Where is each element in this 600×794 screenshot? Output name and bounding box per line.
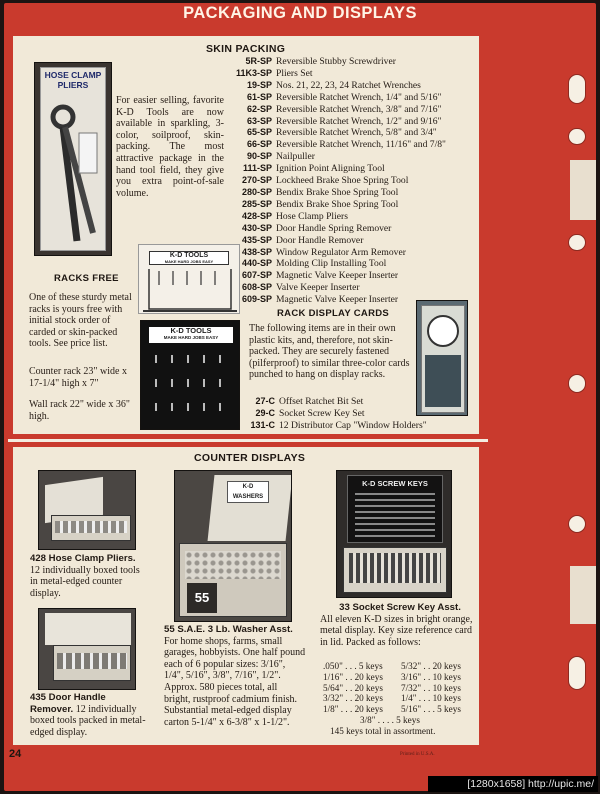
item-description: Reversible Ratchet Wrench, 3/8" and 7/16" [276, 103, 442, 115]
item-description: Window Regulator Arm Remover [276, 246, 406, 258]
item-description: Bendix Brake Shoe Spring Tool [276, 186, 399, 198]
counter-displays-title: COUNTER DISPLAYS [194, 452, 306, 464]
key-row [323, 672, 478, 683]
washer-assortment-caption [164, 624, 306, 728]
item-code: 11K3-SP [235, 67, 272, 78]
item-code: 5R-SP [245, 56, 272, 66]
binder-hole [568, 74, 586, 104]
item-code: 607-SP [241, 270, 272, 281]
screw-key-title: 33 Socket Screw Key Asst. [339, 602, 461, 613]
item-code: 65-SP [246, 127, 272, 138]
item-code: 280-SP [241, 186, 272, 197]
list-item [228, 139, 478, 151]
screw-key-body: All eleven K-D sizes in bright orange, metal display. Key size reference card in lid. Packed as follows: [320, 613, 473, 648]
item-code: 435-SP [241, 234, 272, 245]
item-description: Hose Clamp Pliers [276, 210, 348, 222]
racks-free-title: RACKS FREE [54, 273, 119, 284]
item-description: Reversible Ratchet Wrench, 5/8" and 3/4" [276, 127, 437, 139]
counter-rack-sign-sub: MAKE HARD JOBS EASY [164, 259, 214, 264]
wall-rack-photo [140, 320, 240, 430]
section-divider [8, 439, 488, 442]
item-description: Reversible Ratchet Wrench, 1/2" and 9/16" [276, 115, 442, 127]
list-item [228, 235, 478, 247]
hose-clamp-pliers-card-photo [34, 62, 112, 256]
wall-rack-sign: K-D TOOLS [170, 326, 212, 335]
list-item [228, 258, 478, 270]
door-handle-display-caption [30, 692, 148, 738]
key-size-right: 3/16" . . 10 keys [401, 671, 461, 682]
door-handle-display-photo [38, 608, 136, 690]
item-description: Door Handle Spring Remover [276, 222, 392, 234]
hose-clamp-display-caption [30, 553, 148, 599]
item-description: Valve Keeper Inserter [276, 282, 360, 294]
list-item [228, 282, 478, 294]
printed-note: Printed in U.S.A. [400, 752, 435, 757]
key-size-left: 5/64" . . 20 keys [323, 682, 383, 693]
item-description: Pliers Set [276, 67, 313, 79]
binder-tab [570, 160, 596, 220]
key-size-left: 1/8" . . . 20 keys [323, 704, 383, 715]
item-code: 131-C [250, 419, 275, 430]
item-description: Lockheed Brake Shoe Spring Tool [276, 175, 409, 187]
counter-rack-size: Counter rack 23" wide x 17-1/4" high x 7" [29, 366, 127, 389]
item-description: Magnetic Valve Keeper Inserter [276, 270, 399, 282]
skin-packing-list [228, 56, 478, 306]
item-description: Socket Screw Key Set [279, 407, 365, 419]
item-code: 608-SP [241, 282, 272, 293]
list-item [228, 127, 478, 139]
item-code: 27-C [255, 396, 275, 406]
screw-key-last-row: 3/8" . . . . 5 keys [360, 715, 420, 725]
hose-clamp-display-body: 12 individually boxed tools in metal-edged counter display. [30, 564, 140, 599]
screw-key-display-photo [336, 470, 452, 598]
list-item [228, 80, 478, 92]
item-description: Nailpuller [276, 151, 315, 163]
door-handle-display-body: 12 individually boxed tools packed in metal-edged display. [30, 703, 146, 738]
binder-hole [568, 656, 586, 690]
item-code: 63-SP [246, 115, 272, 126]
washer-box-number: 55 [187, 583, 217, 613]
hose-clamp-display-photo [38, 470, 136, 550]
item-description: 12 Distributor Cap "Window Holders" [279, 419, 427, 431]
list-item [228, 104, 478, 116]
binder-tab [570, 566, 596, 624]
item-description: Reversible Stubby Screwdriver [276, 56, 396, 67]
counter-rack-sign: K-D TOOLS [169, 252, 209, 259]
item-code: 428-SP [241, 210, 272, 221]
item-code: 66-SP [246, 139, 272, 150]
page-number: 24 [9, 748, 22, 760]
page-heading: PACKAGING AND DISPLAYS [183, 4, 417, 22]
screw-key-sign: K-D SCREW KEYS [362, 479, 428, 488]
wall-rack-size: Wall rack 22" wide x 36" high. [29, 399, 130, 422]
list-item [228, 151, 478, 163]
key-size-right: 5/16" . . . 5 keys [401, 704, 461, 715]
key-size-right: 7/32" . . 10 keys [401, 682, 461, 693]
key-size-left: 3/32" . . 20 keys [323, 693, 383, 704]
key-size-right: 5/32" . . 20 keys [401, 661, 461, 671]
list-item [228, 163, 478, 175]
rack-cards-title: RACK DISPLAY CARDS [277, 308, 390, 319]
item-description: Bendix Brake Shoe Spring Tool [276, 198, 399, 210]
list-item [228, 68, 478, 80]
door-handle-display-title: 435 Door Handle Remover. [30, 692, 106, 715]
key-size-left: .050" . . . 5 keys [323, 661, 383, 671]
list-item [228, 92, 478, 104]
item-description: Magnetic Valve Keeper Inserter [276, 294, 399, 306]
washer-assortment-body: For home shops, farms, small garages, hobbyists. One half pound each of 6 popular sizes: 3/16", 1/4", 5/16", 3/8", 7/16", 1/2". Approx. 580 pieces total, all bright, rustproof cadmium finish. Substantial metal-edged display carton 5-1/4" x 6-3/8" x 1-1/2". [164, 635, 306, 728]
item-code: 270-SP [241, 175, 272, 186]
item-code: 111-SP [242, 163, 272, 174]
counter-rack-photo [138, 244, 240, 314]
binder-hole [568, 128, 586, 145]
list-item [228, 116, 478, 128]
item-code: 61-SP [246, 91, 272, 102]
key-row [323, 661, 478, 672]
item-code: 609-SP [241, 294, 272, 305]
item-description: Offset Ratchet Bit Set [279, 396, 364, 407]
washer-box-label: K-D WASHERS [227, 481, 269, 503]
skin-packing-title: SKIN PACKING [206, 43, 286, 55]
list-item [228, 199, 478, 211]
item-code: 285-SP [241, 198, 272, 209]
washer-assortment-title: 55 S.A.E. 3 Lb. Washer Asst. [164, 624, 293, 635]
key-row [323, 683, 478, 694]
list-item [228, 211, 478, 223]
hose-clamp-display-title: 428 Hose Clamp Pliers. [30, 553, 136, 564]
screw-key-total: 145 keys total in assortment. [330, 726, 436, 736]
binder-hole [568, 374, 586, 393]
item-code: 29-C [255, 407, 275, 418]
list-item [228, 56, 478, 68]
watermark: [1280x1658] http://upic.me/ [428, 776, 598, 792]
key-row [323, 693, 478, 704]
binder-hole [568, 234, 586, 251]
washer-assortment-photo [174, 470, 292, 622]
item-code: 62-SP [246, 103, 272, 114]
display-card-photo [416, 300, 468, 416]
list-item [249, 420, 469, 432]
list-item [228, 223, 478, 235]
item-code: 440-SP [241, 258, 272, 269]
item-code: 438-SP [241, 246, 272, 257]
item-code: 19-SP [246, 79, 272, 90]
list-item [228, 247, 478, 259]
binder-hole [568, 515, 586, 533]
key-size-left: 1/16" . . 20 keys [323, 671, 383, 682]
item-description: Door Handle Remover [276, 234, 364, 246]
item-description: Molding Clip Installing Tool [276, 258, 387, 270]
item-code: 430-SP [241, 222, 272, 233]
item-description: Reversible Ratchet Wrench, 1/4" and 5/16" [276, 91, 442, 103]
screw-key-table [323, 661, 478, 715]
list-item [228, 270, 478, 282]
list-item [228, 187, 478, 199]
skin-packing-body: For easier selling, favorite K-D Tools are now available in sparkling, 3-color, soilproof, skin-packing. The most attractive package in the hand tool field, they give you extra point-of-sale volume. [116, 95, 224, 199]
key-size-right: 1/4" . . . 10 keys [401, 693, 461, 704]
racks-free-body: One of these sturdy metal racks is yours free with initial stock order of carded or skin-packed tools. See price list. [29, 292, 132, 350]
rack-cards-body: The following items are in their own plastic kits, and, therefore, not skin-packed. They are securely fastened (pilferproof) to similar three-color cards punched to hang on display racks. [249, 323, 410, 381]
screw-key-caption [320, 602, 480, 648]
wall-rack-sign-sub: MAKE HARD JOBS EASY [163, 335, 219, 340]
item-description: Reversible Ratchet Wrench, 11/16" and 7/8" [276, 139, 446, 151]
key-row [323, 704, 478, 715]
list-item [228, 175, 478, 187]
product-card-label: HOSE CLAMP PLIERS [44, 70, 102, 90]
item-description: Nos. 21, 22, 23, 24 Ratchet Wrenches [276, 79, 421, 91]
item-description: Ignition Point Aligning Tool [276, 163, 385, 175]
item-code: 90-SP [246, 151, 272, 162]
